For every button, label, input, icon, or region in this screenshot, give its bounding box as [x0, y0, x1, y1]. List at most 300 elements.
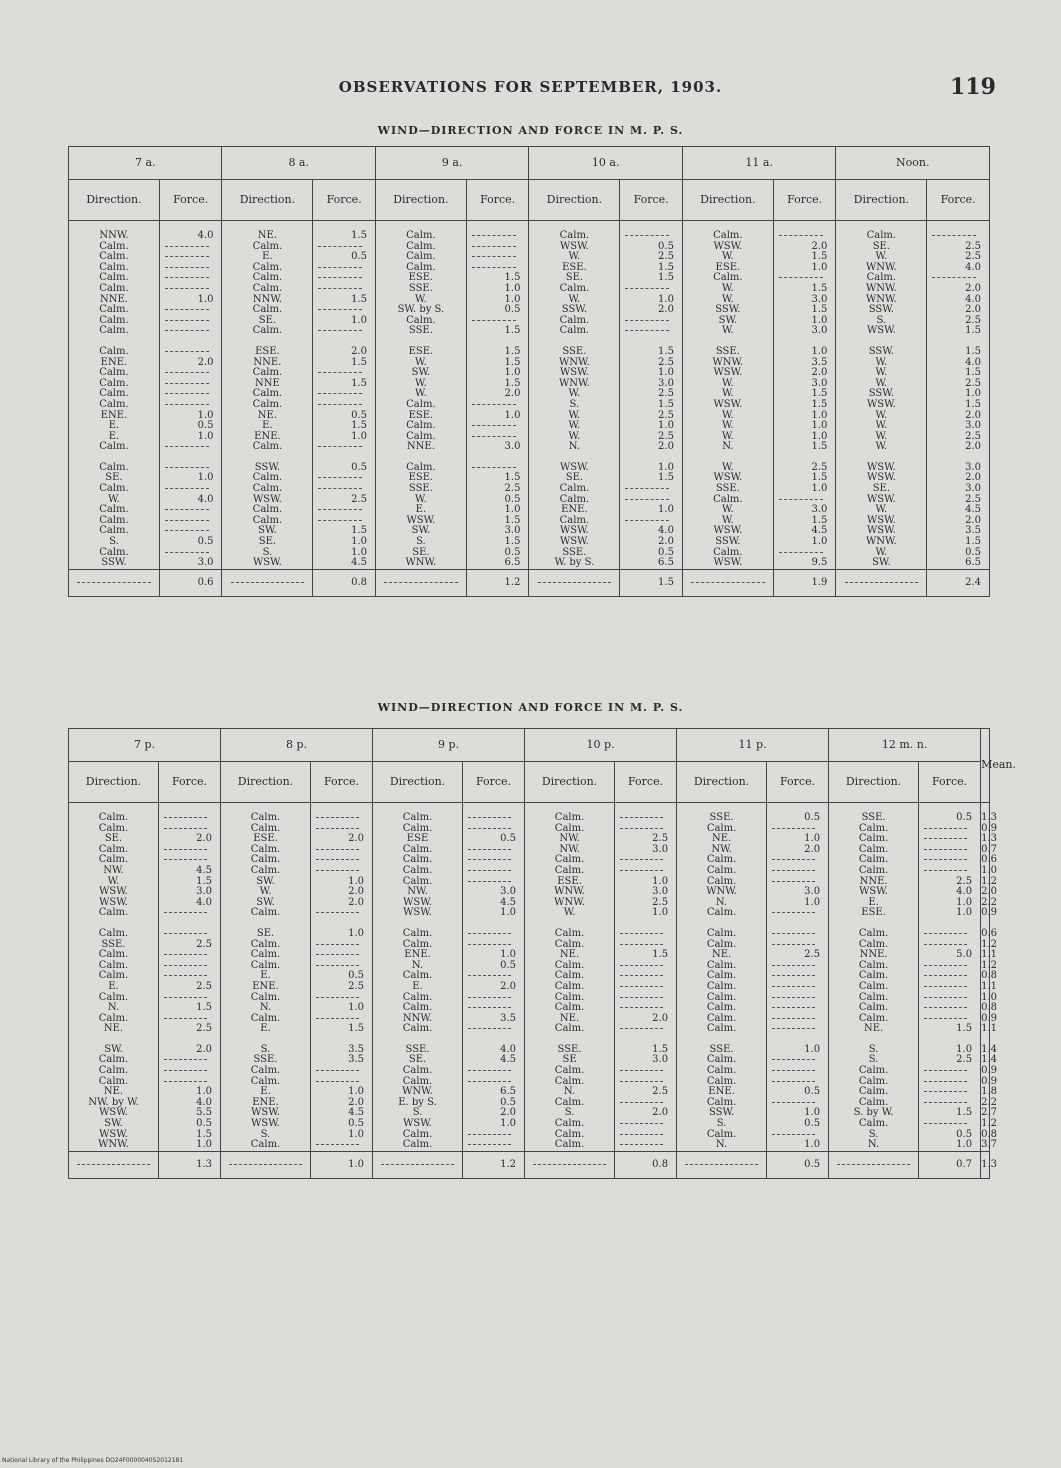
force-value: 0.5 [504, 546, 521, 558]
direction-value: N. [563, 1086, 576, 1098]
mean-value: 1.8 [981, 1086, 997, 1098]
dash-rule [164, 933, 207, 934]
day-group [677, 1035, 766, 1151]
force-value: 1.5 [504, 514, 521, 526]
mean-value: 1.4 [981, 1054, 997, 1066]
direction-value: ESE. [557, 875, 582, 887]
dash-rule [472, 235, 516, 236]
mean-row-blank [529, 569, 620, 596]
direction-value: WSW. [866, 398, 896, 410]
direction-value: Calm. [554, 864, 585, 876]
force-value: 3.0 [811, 504, 828, 516]
direction-value: W. [875, 546, 888, 558]
direction-value: N. [259, 1002, 272, 1014]
direction-value: Calm. [858, 843, 889, 855]
direction-value: SE. [256, 927, 275, 939]
mean-value: 2.7 [981, 1107, 997, 1119]
period-mean: 0.6 [159, 569, 222, 596]
direction-value: Calm. [99, 240, 129, 252]
direction-value: N. [107, 1002, 120, 1014]
dash-rule [165, 488, 209, 489]
force-value: 2.5 [658, 409, 674, 421]
direction-column [69, 803, 159, 1152]
direction-value: WNW. [559, 356, 590, 368]
direction-value: Calm. [252, 441, 283, 453]
day-group [160, 453, 214, 569]
force-header: Force. [919, 762, 981, 803]
force-value: 3.5 [500, 1012, 517, 1024]
dash-rule [468, 870, 511, 871]
mean-value: 1.2 [981, 959, 997, 971]
force-value [919, 961, 972, 972]
direction-value: Calm. [252, 272, 283, 284]
direction-value: Calm. [99, 282, 129, 294]
direction-value: SE. [104, 833, 123, 845]
direction-value: NNW. [99, 230, 129, 241]
direction-value: Calm. [554, 970, 585, 982]
dash-rule [165, 288, 209, 289]
direction-value: ESE. [715, 261, 741, 273]
force-value [615, 971, 668, 982]
direction-value: ESE. [861, 907, 886, 919]
direction-value: W. [722, 282, 734, 294]
period-mean: 2.4 [927, 569, 990, 596]
dash-rule [229, 1164, 302, 1165]
direction-value: Calm. [402, 854, 433, 866]
direction-value: NNE. [253, 356, 282, 368]
mean-row-blank [222, 569, 313, 596]
dash-rule [620, 859, 663, 860]
direction-header: Direction. [222, 180, 313, 221]
direction-value: WSW. [251, 1107, 280, 1119]
force-value [467, 400, 521, 411]
direction-value: ENE. [100, 356, 128, 368]
direction-value: Calm. [402, 1139, 433, 1151]
dash-rule [77, 1164, 150, 1165]
dash-rule [318, 488, 362, 489]
force-value [313, 273, 367, 284]
direction-value: NNE. [859, 949, 888, 961]
day-group [221, 803, 310, 919]
force-value: 1.0 [956, 1139, 973, 1151]
dash-rule [318, 277, 362, 278]
force-value [467, 242, 521, 253]
dash-rule [772, 975, 815, 976]
force-value: 1.0 [811, 420, 828, 432]
direction-value: Calm. [706, 1012, 737, 1024]
force-value: 1.5 [658, 272, 674, 284]
mean-value: 1.3 [981, 812, 997, 823]
direction-value: WNW. [865, 293, 897, 305]
force-value [927, 231, 981, 242]
direction-value: SSW. [868, 388, 894, 400]
mean-value: 1.1 [981, 980, 997, 992]
force-column [466, 221, 529, 570]
dash-rule [924, 828, 967, 829]
direction-column [375, 221, 466, 570]
direction-value: WSW. [559, 461, 589, 473]
direction-value: Calm. [554, 991, 585, 1003]
direction-value: SSE. [709, 812, 734, 823]
dash-rule [316, 870, 359, 871]
day-group [222, 453, 312, 569]
force-value: 2.5 [348, 980, 365, 992]
direction-value: Calm. [99, 325, 129, 337]
direction-value: Calm. [402, 864, 433, 876]
direction-value: Calm. [250, 1012, 281, 1024]
direction-column [829, 803, 919, 1152]
force-value [767, 929, 820, 940]
force-value [615, 1140, 668, 1151]
direction-value: W. [568, 388, 581, 400]
dash-rule [772, 828, 815, 829]
direction-value: Calm. [252, 325, 283, 337]
mean-column [981, 803, 997, 1152]
force-value: 1.0 [965, 388, 981, 400]
force-value: 0.5 [804, 1086, 821, 1098]
force-value: 1.5 [811, 251, 828, 263]
direction-value: Calm. [559, 325, 590, 337]
dash-rule [468, 1081, 511, 1082]
direction-value: Calm. [406, 251, 436, 263]
day-group [683, 337, 773, 453]
force-value: 6.5 [500, 1086, 517, 1098]
direction-value: NNW. [402, 1012, 433, 1024]
direction-value: SSE. [557, 1043, 582, 1055]
day-group [919, 1035, 972, 1151]
direction-value: SSW. [868, 304, 894, 316]
mean-value: 0.8 [981, 1128, 997, 1140]
direction-value: E. [262, 251, 273, 263]
direction-value: SSW. [868, 345, 894, 357]
direction-value: N. [568, 441, 581, 453]
force-value [615, 993, 668, 1004]
dash-rule [620, 1123, 663, 1124]
force-value [767, 993, 820, 1004]
dash-rule [772, 1018, 815, 1019]
direction-value: W. [722, 377, 734, 389]
day-group [836, 453, 926, 569]
direction-value: Calm. [402, 812, 433, 823]
direction-value: SE. [565, 272, 584, 284]
dash-rule [772, 965, 815, 966]
mean-row-blank [829, 1151, 919, 1178]
direction-value: W. [722, 251, 734, 263]
direction-value: Calm. [406, 240, 436, 252]
force-value: 1.5 [965, 536, 981, 548]
day-group [222, 221, 312, 337]
force-value: 1.5 [956, 1023, 973, 1035]
force-header: Force. [311, 762, 373, 803]
wind-table-am [68, 146, 990, 597]
day-group [467, 221, 521, 337]
mean-row-blank [373, 1151, 463, 1178]
direction-value: WSW. [99, 886, 128, 898]
direction-value: Calm. [554, 1096, 585, 1108]
direction-value: Calm. [554, 1128, 585, 1140]
dash-rule [620, 1102, 663, 1103]
direction-value: Calm. [250, 1075, 281, 1087]
direction-value: ESE. [408, 472, 434, 484]
dash-rule [472, 425, 516, 426]
direction-value: Calm. [252, 472, 283, 484]
direction-value: ENE. [708, 1086, 735, 1098]
direction-value: Calm. [99, 272, 129, 284]
day-group [829, 919, 918, 1035]
force-value: 1.5 [811, 388, 828, 400]
force-value: 2.5 [652, 896, 669, 908]
direction-value: Calm. [406, 230, 436, 241]
force-value: 0.5 [351, 409, 367, 421]
day-group [677, 803, 766, 919]
force-value [160, 516, 214, 527]
dash-rule [165, 330, 209, 331]
direction-value: Calm. [406, 398, 436, 410]
mean-value: 2.2 [981, 896, 997, 908]
day-group [159, 919, 212, 1035]
force-value [919, 834, 972, 845]
force-value [313, 473, 367, 484]
force-value: 1.5 [956, 1107, 973, 1119]
force-value: 2.5 [658, 388, 674, 400]
force-value: 0.5 [658, 240, 674, 252]
direction-value: SSE. [253, 1054, 278, 1066]
direction-value: WNW. [559, 377, 590, 389]
direction-value: SW. [256, 896, 275, 908]
force-value: 2.0 [965, 409, 981, 421]
force-value: 3.0 [652, 1054, 669, 1066]
force-value: 1.0 [197, 293, 214, 305]
direction-value: NW. [711, 843, 732, 855]
dash-rule [620, 965, 663, 966]
direction-value: WSW. [403, 1118, 432, 1130]
direction-value: Calm. [98, 822, 129, 834]
dash-rule [472, 436, 516, 437]
direction-value: Calm. [250, 1139, 281, 1151]
direction-value: Calm. [706, 1075, 737, 1087]
direction-column [373, 803, 463, 1152]
direction-value: Calm. [706, 907, 737, 919]
direction-value: WSW. [559, 240, 589, 252]
force-value: 1.5 [658, 261, 674, 273]
force-value: 1.5 [811, 304, 828, 316]
direction-value: NNE. [406, 441, 435, 453]
direction-header: Direction. [529, 180, 620, 221]
force-value: 2.0 [348, 886, 365, 898]
direction-value: WNW. [554, 896, 585, 908]
dash-rule [468, 1070, 511, 1071]
direction-value: WSW. [99, 1128, 128, 1140]
day-group [160, 221, 214, 337]
direction-value: WSW. [866, 525, 896, 537]
day-group [927, 221, 981, 337]
direction-value: Calm. [252, 261, 283, 273]
day-group [620, 221, 674, 337]
direction-value: W. [108, 493, 120, 505]
force-value: 4.5 [811, 525, 828, 537]
dash-rule [620, 986, 663, 987]
direction-value: SSE. [861, 812, 886, 823]
direction-value: Calm. [99, 483, 129, 495]
force-value: 2.5 [965, 377, 981, 389]
mean-value: 1.0 [981, 864, 997, 876]
day-group [311, 803, 364, 919]
direction-value: SSW. [101, 557, 127, 569]
force-value: 1.0 [658, 504, 674, 516]
mean-row-blank [69, 1151, 159, 1178]
force-value: 3.0 [658, 377, 674, 389]
direction-value: Calm. [99, 388, 129, 400]
force-value: 2.5 [658, 356, 674, 368]
direction-value: Calm. [99, 441, 129, 453]
direction-value: ESE. [562, 261, 587, 273]
dash-rule [625, 499, 669, 500]
direction-value: SW. [256, 875, 275, 887]
dash-rule [165, 277, 209, 278]
day-group [373, 919, 462, 1035]
dash-rule [165, 552, 209, 553]
dash-rule [381, 1164, 454, 1165]
direction-value: W. [875, 430, 888, 442]
dash-rule [772, 881, 815, 882]
force-value: 2.5 [956, 1054, 973, 1066]
day-group [159, 803, 212, 919]
mean-value: 0.8 [981, 970, 997, 982]
dash-rule [316, 944, 359, 945]
force-column [615, 803, 677, 1152]
direction-value: S. by W. [853, 1107, 894, 1119]
direction-value: S. [868, 1054, 879, 1066]
force-value: 3.5 [348, 1043, 365, 1055]
force-value: 1.0 [811, 483, 828, 495]
direction-value: S. [260, 1043, 271, 1055]
direction-column [677, 803, 767, 1152]
force-value [160, 400, 214, 411]
mean-value: 0.7 [981, 843, 997, 855]
dash-rule [625, 235, 669, 236]
direction-value: WSW. [251, 1118, 280, 1130]
force-value [615, 982, 668, 993]
time-header: 8 p. [221, 729, 373, 762]
force-value [159, 950, 212, 961]
force-value: 3.0 [652, 843, 669, 855]
dash-rule [924, 965, 967, 966]
direction-value: NW. [103, 864, 124, 876]
direction-value: ENE. [561, 504, 588, 516]
dash-rule [164, 817, 207, 818]
direction-value: WSW. [713, 240, 743, 252]
dash-rule [164, 1070, 207, 1071]
force-value [463, 1024, 516, 1035]
dash-rule [620, 975, 663, 976]
direction-value: E. [412, 980, 423, 992]
direction-value: Calm. [559, 514, 590, 526]
day-group [69, 337, 159, 453]
force-value [615, 961, 668, 972]
force-value: 1.5 [196, 1002, 213, 1014]
force-value: 5.5 [196, 1107, 213, 1119]
force-value: 1.0 [652, 875, 669, 887]
direction-column [529, 221, 620, 570]
direction-value: Calm. [706, 1096, 737, 1108]
dash-rule [932, 277, 976, 278]
direction-value: Calm. [252, 240, 283, 252]
force-value [160, 347, 214, 358]
direction-value: Calm. [559, 314, 590, 326]
period-mean: 0.7 [919, 1151, 981, 1178]
direction-value: W. [568, 430, 581, 442]
direction-value: NE. [711, 833, 732, 845]
direction-value: Calm. [559, 230, 590, 241]
force-value: 1.0 [811, 409, 828, 421]
direction-value: W. [875, 504, 888, 516]
force-value: 2.5 [965, 430, 981, 442]
dash-rule [924, 1091, 967, 1092]
force-value [311, 908, 364, 919]
direction-value: Calm. [99, 345, 129, 357]
direction-value: W. [722, 420, 734, 432]
direction-value: WSW. [559, 525, 589, 537]
force-value [767, 1014, 820, 1025]
day-group [467, 453, 521, 569]
force-value: 1.5 [811, 514, 828, 526]
direction-value: NE. [559, 949, 580, 961]
mean-value: 1.2 [981, 1118, 997, 1130]
force-column [927, 221, 990, 570]
direction-value: W. [722, 461, 734, 473]
force-value [311, 845, 364, 856]
day-group [376, 221, 466, 337]
direction-value: NW. [407, 886, 428, 898]
dash-rule [625, 330, 669, 331]
dash-rule [318, 404, 362, 405]
force-value: 1.5 [351, 420, 367, 432]
force-value: 2.5 [965, 251, 981, 263]
force-value: 2.0 [965, 472, 981, 484]
dash-rule [772, 870, 815, 871]
dash-rule [165, 372, 209, 373]
mean-value: 2.0 [981, 886, 997, 898]
force-value: 1.0 [500, 949, 517, 961]
dash-rule [468, 933, 511, 934]
direction-value: SW. [411, 525, 431, 537]
direction-value: Calm. [99, 461, 129, 473]
dash-rule [316, 859, 359, 860]
dash-rule [924, 1081, 967, 1082]
direction-value: WSW. [403, 907, 432, 919]
direction-header: Direction. [677, 762, 767, 803]
force-value: 1.0 [348, 1128, 365, 1140]
direction-value: WNW. [554, 886, 585, 898]
direction-value: Calm. [554, 1075, 585, 1087]
direction-value: Calm. [706, 959, 737, 971]
mean-value: 0.9 [981, 1075, 997, 1087]
force-value: 1.0 [348, 927, 365, 939]
force-value: 1.5 [811, 441, 828, 453]
dash-rule [316, 965, 359, 966]
direction-value: SE. [258, 536, 277, 548]
force-value: 2.0 [348, 1096, 365, 1108]
direction-value: SW. [258, 525, 277, 537]
dash-rule [924, 870, 967, 871]
dash-rule [164, 954, 207, 955]
direction-value: ENE. [252, 1096, 279, 1108]
direction-value: Calm. [554, 927, 585, 939]
force-value [615, 1024, 668, 1035]
force-value: 1.5 [504, 536, 521, 548]
overall-mean: 1.3 [981, 1151, 990, 1178]
dash-rule [468, 817, 511, 818]
